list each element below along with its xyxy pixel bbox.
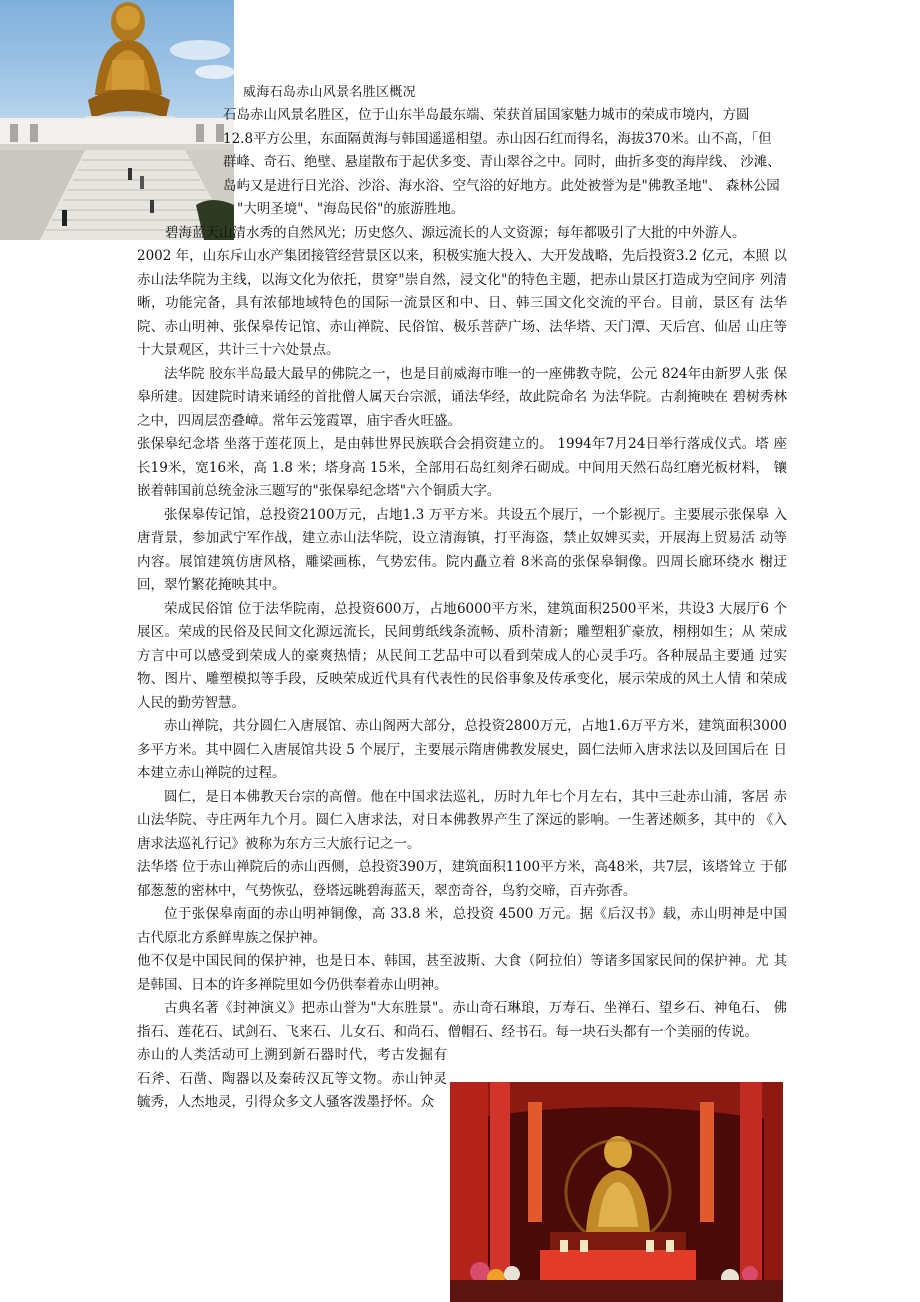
paragraph: 张保皋传记馆，总投资2100万元，占地1.3 万平方米。共设五个展厅，一个影视厅。主要展示张保皋 入唐背景，参加武宁军作战，建立赤山法华院，设立清海镇，打平海盗，禁止奴婢买卖，开展海上贸易活 动等内容。展馆建筑仿唐风格，雕梁画栋，气势宏伟。院内矗立着 8米高的张保皋铜像。四周长廊环绕水 榭迂回，翠竹繁花掩映其中。 [137, 506, 787, 593]
paragraph: 法华塔 位于赤山禅院后的赤山西侧，总投资390万，建筑面积1100平方米，高48米，共7层，该塔耸立 于郁郁葱葱的密林中，气势恢弘，登塔远眺碧海蓝天，翠峦奇谷，鸟豹交啼，百卉弥香。 [137, 859, 787, 899]
paragraph: 2002 年，山东斥山水产集团接管经营景区以来，积极实施大投入、大开发战略，先后投资3.2 亿元，本照 以赤山法华院为主线，以海文化为依托，贯穿"崇自然，浸文化"的特色主题，把赤山景区打造成为空间序 列清晰，功能完备，具有浓郁地域特色的国际一流景区和中、日、韩三国文化交流的平台。目前，景区有 法华院、赤山明神、张保皋传记馆、赤山禅院、民俗馆、极乐菩萨广场、法华塔、天门潭、天后宫、仙居 山庄等十大景观区，共计三十六处景点。 [137, 248, 787, 358]
intro-line: "大明圣境"、"海岛民俗"的旅游胜地。 [237, 201, 465, 217]
paragraph: 赤山的人类活动可上溯到新石器时代，考古发掘有 石斧、石凿、陶器以及秦砖汉瓦等文物。赤山钟灵 毓秀，人杰地灵，引得众多文人骚客泼墨抒怀。众 [137, 1047, 447, 1110]
paragraph: 荣成民俗馆 位于法华院南，总投资600万，占地6000平方米，建筑面积2500平米，共设3 大展厅6 个展区。荣成的民俗及民间文化源远流长，民间剪纸线条流畅、质朴清新；雕塑粗犷豪放，栩栩如生；从 荣成方言中可以感受到荣成人的豪爽热情；从民间工艺品中可以看到荣成人的心灵手巧。各种展品主要通 过实物、图片、雕塑模拟等手段，反映荣成近代具有代表性的民俗事象及传承变化，展示荣成的风土人情 和荣成人民的勤劳智慧。 [137, 600, 787, 711]
paragraph: 圆仁，是日本佛教天台宗的高僧。他在中国求法巡礼，历时九年七个月左右，其中三赴赤山浦，客居 赤山法华院、寺庄两年九个月。圆仁入唐求法，对日本佛教界产生了深远的影响。一生著述颇多，其中的 《入唐求法巡礼行记》被称为东方三大旅行记之一。 [137, 788, 787, 852]
temple-illustration [450, 1082, 783, 1302]
paragraph: 张保皋纪念塔 坐落于莲花顶上，是由韩世界民族联合会捐资建立的。 1994年7月24日举行落成仪式。塔 座长19米，宽16米，高 1.8 米；塔身高 15米，全部用石岛红刻斧石砌成。中间用天然石岛红磨光板材料， 镶嵌着韩国前总统金泳三题写的"张保皋纪念塔"六个铜质大字。 [137, 436, 787, 499]
paragraph: 位于张保皋南面的赤山明神铜像，高 33.8 米，总投资 4500 万元。据《后汉书》载，赤山明神是中国 古代原北方系鲜卑族之保护神。 [137, 906, 787, 946]
intro-block [137, 104, 787, 245]
paragraph: 古典名著《封神演义》把赤山誉为"大东胜景"。赤山奇石琳琅，万寿石、坐禅石、望乡石、神龟石、 佛指石、莲花石、试剑石、飞来石、儿女石、和尚石、僧帽石、经书石。每一块石头都有一个美丽的传说。 [137, 1000, 787, 1040]
paragraph: 法华院 胶东半岛最大最早的佛院之一，也是目前威海市唯一的一座佛教寺院，公元 824年由新罗人张 保皋所建。因建院时请来诵经的首批僧人属天台宗派，诵法华经，故此院命名 为法华院。古刹掩映在 碧树秀林之中，四周层峦叠嶂。常年云笼霞罩，庙宇香火旺盛。 [137, 365, 787, 429]
intro-line: 群峰、奇石、绝壁、悬崖散布于起伏多变、青山翠谷之中。同时，曲折多变的海岸线、 沙滩、 [223, 154, 781, 170]
intro-line: 碧海蓝天山清水秀的自然风光；历史悠久、源远流长的人文资源；每年都吸引了大批的中外游人。 [165, 224, 746, 241]
page-title: 威海石岛赤山风景名胜区概况 [243, 85, 416, 100]
paragraph: 赤山禅院，共分圆仁入唐展馆、赤山阁两大部分，总投资2800万元，占地1.6万平方米，建筑面积3000 多平方米。其中圆仁入唐展馆共设 5 个展厅，主要展示隋唐佛教发展史，圆仁法师入唐求法以及回国后在 日本建立赤山禅院的过程。 [137, 718, 787, 781]
body-text [137, 245, 787, 1115]
intro-line: 12.8平方公里，东面隔黄海与韩国遥遥相望。赤山因石红而得名，海拔370米。山不高，「但 [223, 130, 772, 147]
temple-interior-photo [450, 1082, 783, 1302]
paragraph: 他不仅是中国民间的保护神，也是日本、韩国，甚至波斯、大食（阿拉伯）等诸多国家民间的保护神。尤 其是韩国、日本的许多禅院里如今仍供奉着赤山明神。 [137, 953, 787, 993]
intro-line: 石岛赤山风景名胜区，位于山东半岛最东端、荣获首届国家魅力城市的荣成市境内，方圆 [223, 107, 750, 123]
intro-line: 岛屿又是进行日光浴、沙浴、海水浴、空气浴的好地方。此处被誉为是"佛教圣地"、 森林公园 [223, 177, 780, 194]
